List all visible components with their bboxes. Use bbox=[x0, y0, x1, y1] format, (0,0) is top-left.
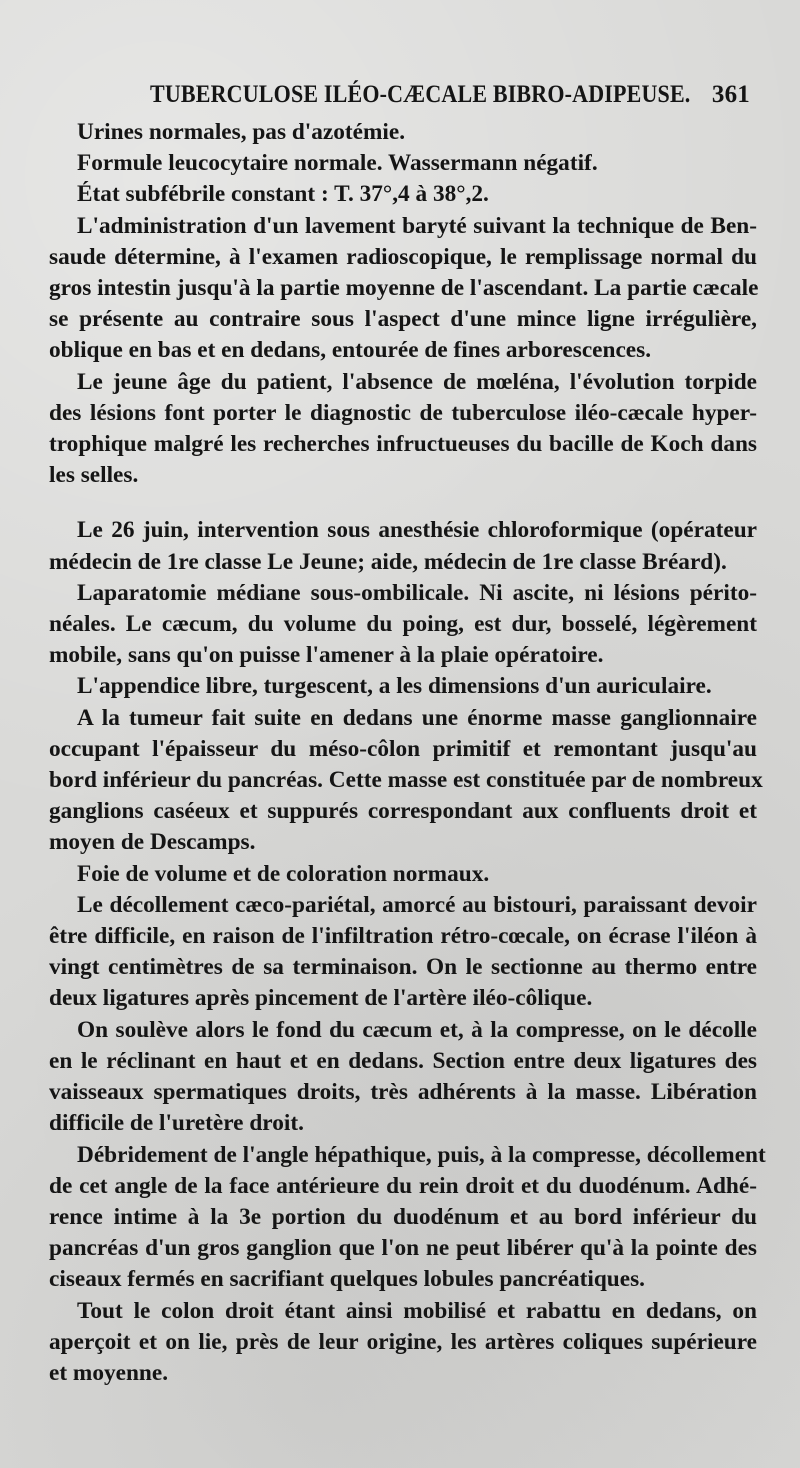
text-line: bord inférieur du pancréas. Cette masse est constituée par de nombreux bbox=[49, 767, 763, 794]
text-line: Le décollement cæco-pariétal, amorcé au bistouri, paraissant devoir bbox=[77, 891, 757, 918]
text-line: occupant l'épaisseur du méso-côlon primitif et remontant jusqu'au bbox=[49, 735, 757, 762]
text-line: être difficile, en raison de l'infiltration rétro-cœcale, on écrase l'iléon à bbox=[49, 923, 757, 950]
text-line: rence intime à la 3e portion du duodénum et au bord inférieur du bbox=[49, 1203, 757, 1230]
text-line: vaisseaux spermatiques droits, très adhérents à la masse. Libération bbox=[49, 1079, 757, 1106]
text-line: vingt centimètres de sa terminaison. On le sectionne au thermo entre bbox=[49, 954, 757, 981]
text-line: oblique en bas et en dedans, entourée de fines arborescences. bbox=[49, 337, 652, 364]
text-line: les selles. bbox=[49, 462, 139, 489]
text-line: On soulève alors le fond du cæcum et, à la compresse, on le décolle bbox=[77, 1016, 757, 1043]
paragraph-diagnostic bbox=[49, 367, 757, 492]
paragraph-formule bbox=[49, 148, 757, 179]
text-line: de cet angle de la face antérieure du rein droit et du duodénum. Adhé- bbox=[49, 1172, 757, 1199]
text-line: médecin de 1re classe Le Jeune; aide, médecin de 1re classe Bréard). bbox=[49, 548, 727, 575]
text-line: État subfébrile constant : T. 37°,4 à 38°,2. bbox=[77, 181, 489, 208]
text-line: difficile de l'uretère droit. bbox=[49, 1110, 304, 1137]
text-line: aperçoit et on lie, près de leur origine, les artères coliques supérieure bbox=[49, 1328, 757, 1355]
text-line: ciseaux fermés en sacrifiant quelques lobules pancréatiques. bbox=[49, 1266, 645, 1293]
running-head bbox=[150, 80, 750, 110]
text-line: Urines normales, pas d'azotémie. bbox=[77, 119, 406, 145]
paragraph-etat bbox=[49, 179, 757, 210]
text-line: Débridement de l'angle hépathique, puis, à la compresse, décollement bbox=[77, 1141, 766, 1168]
text-line: en le réclinant en haut et en dedans. Section entre deux ligatures des bbox=[49, 1047, 757, 1074]
paragraph-decollement bbox=[49, 890, 757, 1015]
text-line: Foie de volume et de coloration normaux. bbox=[77, 860, 490, 887]
text-line: gros intestin jusqu'à la partie moyenne de l'ascendant. La partie cæcale bbox=[49, 275, 759, 302]
paragraph-urines bbox=[49, 117, 757, 148]
text-line: moyen de Descamps. bbox=[49, 829, 256, 856]
text-line: trophique malgré les recherches infructueuses du bacille de Koch dans bbox=[49, 431, 757, 458]
paragraph-laparatomie bbox=[49, 578, 757, 672]
paragraph-appendice bbox=[49, 671, 757, 702]
running-head-title: TUBERCULOSE ILÉO-CÆCALE BIBRO-ADIPEUSE. bbox=[150, 81, 691, 108]
paragraph-lavement bbox=[49, 211, 757, 367]
text-line: deux ligatures après pincement de l'artère iléo-côlique. bbox=[49, 985, 593, 1012]
text-line: Le 26 juin, intervention sous anesthésie chloroformique (opérateur bbox=[77, 517, 757, 544]
text-line: Laparatomie médiane sous-ombilicale. Ni ascite, ni lésions périto- bbox=[77, 579, 757, 606]
text-line: des lésions font porter le diagnostic de tuberculose iléo-cæcale hyper- bbox=[49, 399, 757, 426]
text-line: Tout le colon droit étant ainsi mobilisé et rabattu en dedans, on bbox=[77, 1297, 757, 1324]
paragraph-colon bbox=[49, 1296, 757, 1390]
text-line: pancréas d'un gros ganglion que l'on ne peut libérer qu'à la pointe des bbox=[49, 1235, 757, 1262]
paragraph-debridement bbox=[49, 1140, 766, 1296]
text-line: mobile, sans qu'on puisse l'amener à la plaie opératoire. bbox=[49, 642, 604, 669]
page-number: 361 bbox=[711, 81, 750, 108]
text-line: L'administration d'un lavement baryté suivant la technique de Ben- bbox=[77, 212, 757, 239]
text-line: A la tumeur fait suite en dedans une énorme masse ganglionnaire bbox=[77, 704, 757, 731]
text-line: Formule leucocytaire normale. Wassermann négatif. bbox=[77, 150, 598, 177]
text-line: saude détermine, à l'examen radioscopique, le remplissage normal du bbox=[49, 243, 757, 270]
text-line: L'appendice libre, turgescent, a les dimensions d'un auriculaire. bbox=[77, 673, 712, 700]
paragraph-intervention bbox=[49, 515, 757, 577]
text-line: et moyenne. bbox=[49, 1359, 169, 1386]
paragraph-foie bbox=[49, 859, 757, 890]
body-text bbox=[49, 117, 766, 1389]
text-line: ganglions caséeux et suppurés correspondant aux confluents droit et bbox=[49, 798, 757, 825]
paragraph-tumeur bbox=[49, 703, 763, 859]
paragraph-souleve bbox=[49, 1015, 757, 1140]
text-line: se présente au contraire sous l'aspect d'une mince ligne irrégulière, bbox=[49, 306, 757, 333]
text-line: Le jeune âge du patient, l'absence de mœléna, l'évolution torpide bbox=[77, 368, 757, 395]
text-line: néales. Le cæcum, du volume du poing, est dur, bosselé, légèrement bbox=[49, 611, 757, 638]
